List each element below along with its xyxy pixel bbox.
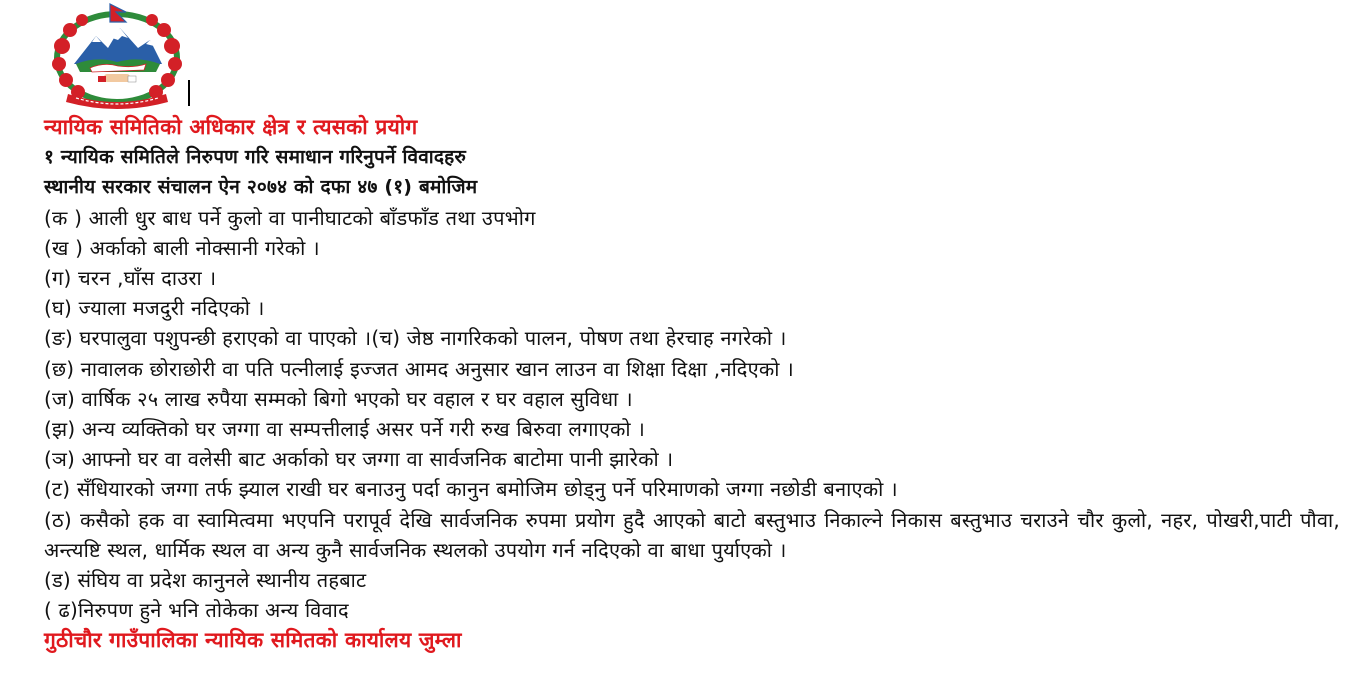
- nepal-emblem-logo: [46, 2, 188, 110]
- list-item-kha: (ख ) अर्काको बाली नोक्सानी गरेको ।: [44, 235, 320, 260]
- office-footer: गुठीचौर गाउँपालिका न्यायिक समितको कार्यालय जुम्ला: [44, 628, 462, 653]
- text-cursor: [188, 80, 190, 106]
- handshake-icon: [98, 74, 136, 82]
- list-item-tha: (ठ) कसैको हक वा स्वामित्वमा भएपनि परापूर्व देखि सार्वजनिक रुपमा प्रयोग हुदै आएको बाटो बस्तुभाउ निकाल्ने निकास बस्तुभाउ चराउने चौर कुलो, नहर, पोखरी,पाटी पौवा, अन्त्यष्टि स्थल, धार्मिक स्थल वा अन्य कुनै सार्वजनिक स्थलको उपयोग गर्न नदिएको वा बाधा पुर्याएको ।: [44, 507, 1340, 562]
- list-item-chha: (छ) नावालक छोराछोरी वा पति पत्नीलाई इज्जत आमद अनुसार खान लाउन वा शिक्षा दिक्षा ,नदिएको ।: [44, 356, 794, 381]
- list-item-jha: (झ) अन्य व्यक्तिको घर जग्गा वा सम्पत्तीलाई असर पर्ने गरी रुख बिरुवा लगाएको ।: [44, 417, 646, 442]
- list-item-ga: (ग) चरन ,घाँस दाउरा ।: [44, 266, 217, 291]
- list-item-da: (ड) संघिय वा प्रदेश कानुनले स्थानीय तहबाट: [44, 568, 367, 593]
- list-item-ta: (ट) सँधियारको जग्गा तर्फ झ्याल राखी घर बनाउनु पर्दा कानुन बमोजिम छोड्नु पर्ने परिमाणको जग्गा नछोडी बनाएको ।: [44, 477, 898, 502]
- list-item-ka: (क ) आली धुर बाध पर्ने कुलो वा पानीघाटको बाँडफाँड तथा उपभोग: [44, 205, 536, 230]
- document-body: [44, 112, 1340, 656]
- subheading-disputes: १ न्यायिक समितिले निरुपण गरि समाधान गरिनुपर्ने विवादहरु: [44, 146, 467, 169]
- list-item-nya: (ञ) आफ्नो घर वा वलेसी बाट अर्काको घर जग्गा वा सार्वजनिक बाटोमा पानी झारेको ।: [44, 447, 674, 472]
- list-item-ja: (ज) वार्षिक २५ लाख रुपैया सम्मको बिगो भएको घर वहाल र घर वहाल सुविधा ।: [44, 386, 633, 411]
- subheading-act-reference: स्थानीय सरकार संचालन ऐन २०७४ को दफा ४७ (१) बमोजिम: [44, 176, 478, 199]
- list-item-gha: (घ) ज्याला मजदुरी नदिएको ।: [44, 296, 265, 321]
- document-heading: न्यायिक समितिको अधिकार क्षेत्र र त्यसको प्रयोग: [44, 115, 418, 139]
- mountain-icon: [74, 28, 162, 64]
- list-item-nga-cha: (ङ) घरपालुवा पशुपन्छी हराएको वा पाएको ।(च) जेष्ठ नागरिकको पालन, पोषण तथा हेरचाह नगरेको ।: [44, 326, 787, 351]
- list-item-dha: ( ढ)निरुपण हुने भनि तोकेका अन्य विवाद: [44, 598, 349, 623]
